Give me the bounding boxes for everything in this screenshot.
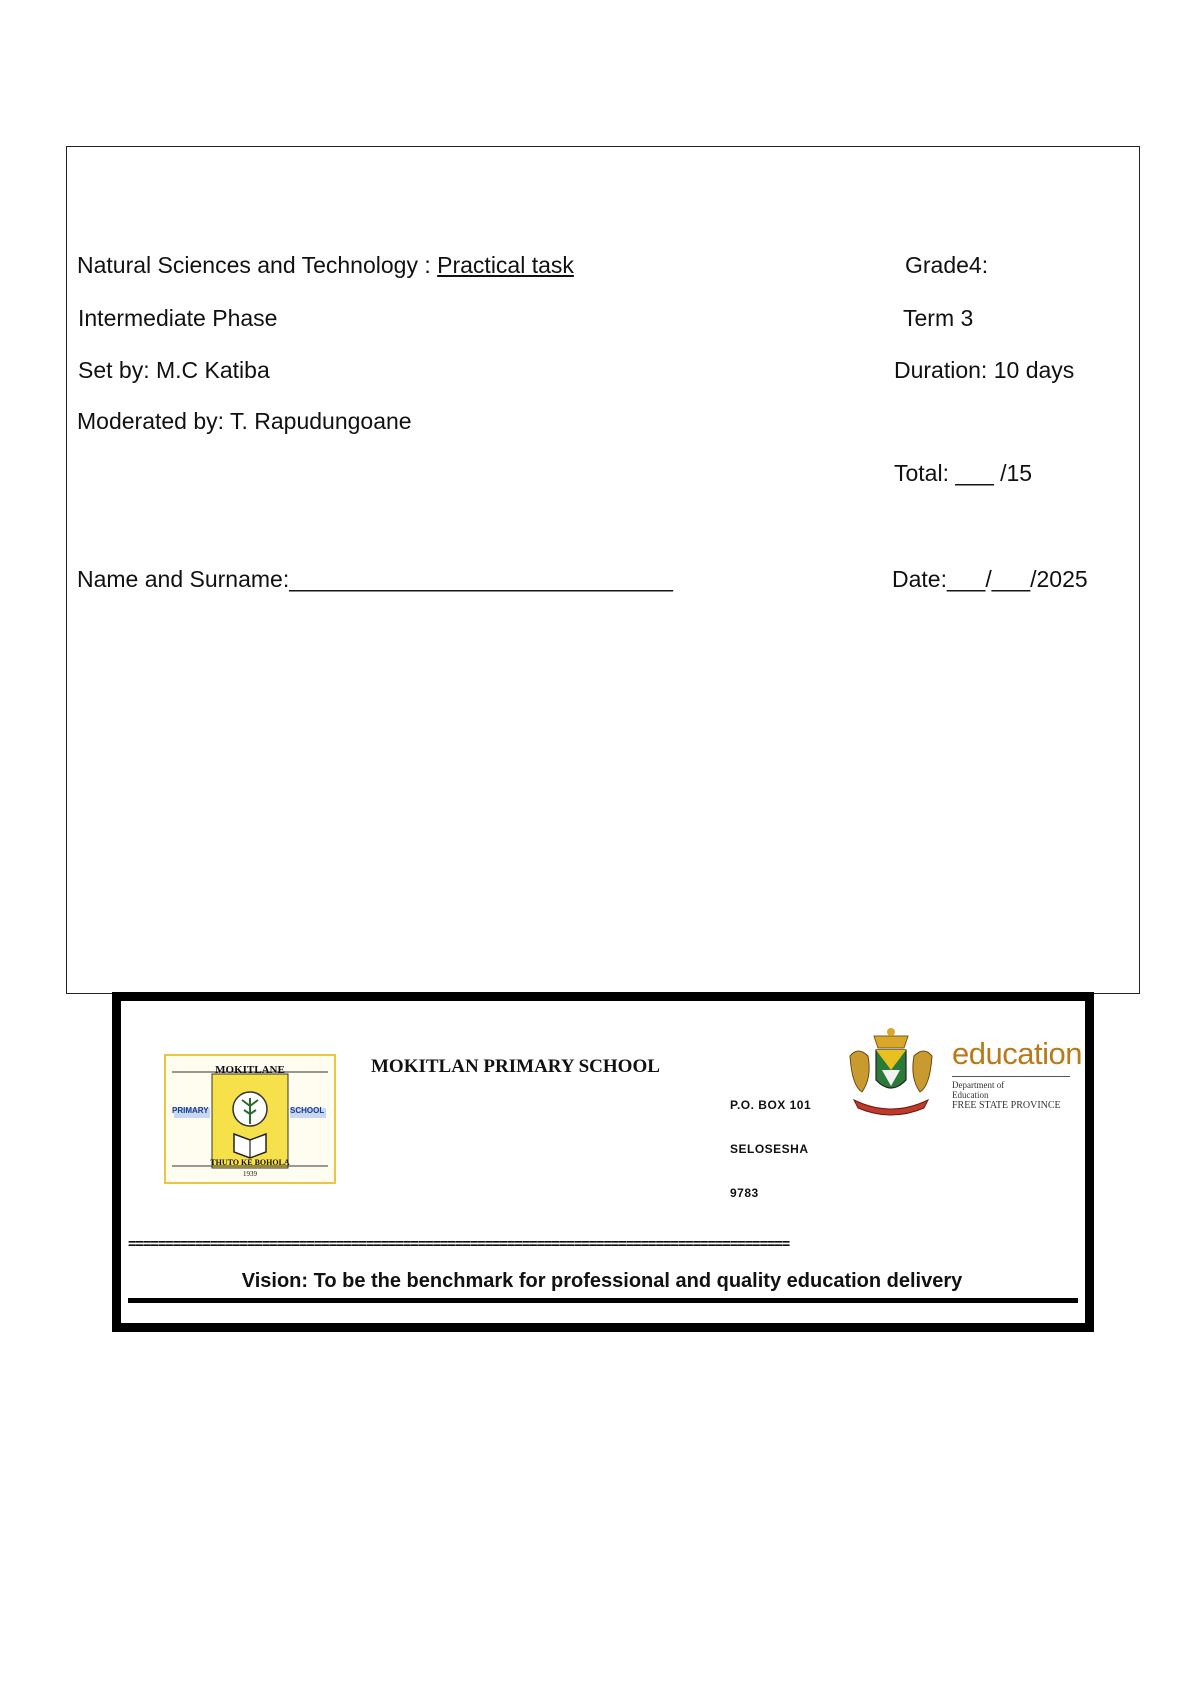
vision-statement: Vision: To be the benchmark for professional and quality education delivery <box>241 1270 963 1292</box>
set-by: Set by: M.C Katiba <box>78 357 270 383</box>
dept-line-2: Education <box>952 1090 989 1100</box>
dept-line-1: Department of <box>952 1080 1005 1090</box>
address-po-box: P.O. BOX 101 <box>730 1098 812 1112</box>
moderated-by: Moderated by: T. Rapudungoane <box>77 408 412 434</box>
school-name: MOKITLAN PRIMARY SCHOOL <box>371 1056 660 1077</box>
duration: Duration: 10 days <box>894 357 1075 383</box>
coat-of-arms-icon <box>844 1026 938 1118</box>
logo-right-text: SCHOOL <box>290 1106 325 1115</box>
dept-divider <box>952 1076 1070 1077</box>
total-score: Total: ___ /15 <box>894 460 1033 486</box>
dept-line-3: FREE STATE PROVINCE <box>952 1100 1061 1111</box>
address-postal-code: 9783 <box>730 1186 759 1200</box>
logo-motto: THUTO KE BOHOLA <box>210 1158 290 1167</box>
dept-brand: education <box>952 1036 1082 1071</box>
address-town: SELOSESHA <box>730 1142 809 1156</box>
subject-line <box>77 252 574 279</box>
name-surname-field: Name and Surname:______________________________ <box>77 566 673 592</box>
phase: Intermediate Phase <box>78 305 278 331</box>
logo-left-text: PRIMARY <box>172 1106 209 1115</box>
subject-label: Natural Sciences and Technology : <box>77 252 438 278</box>
task-type: Practical task <box>437 252 574 278</box>
date-field: Date:___/___/2025 <box>892 566 1088 592</box>
grade: Grade4: <box>905 252 989 278</box>
logo-year: 1939 <box>243 1170 257 1178</box>
term: Term 3 <box>903 305 974 331</box>
logo-top-text: MOKITLANE <box>215 1064 285 1076</box>
separator-line: ========================================================================================= <box>128 1236 790 1252</box>
vision-underline <box>128 1298 1078 1303</box>
